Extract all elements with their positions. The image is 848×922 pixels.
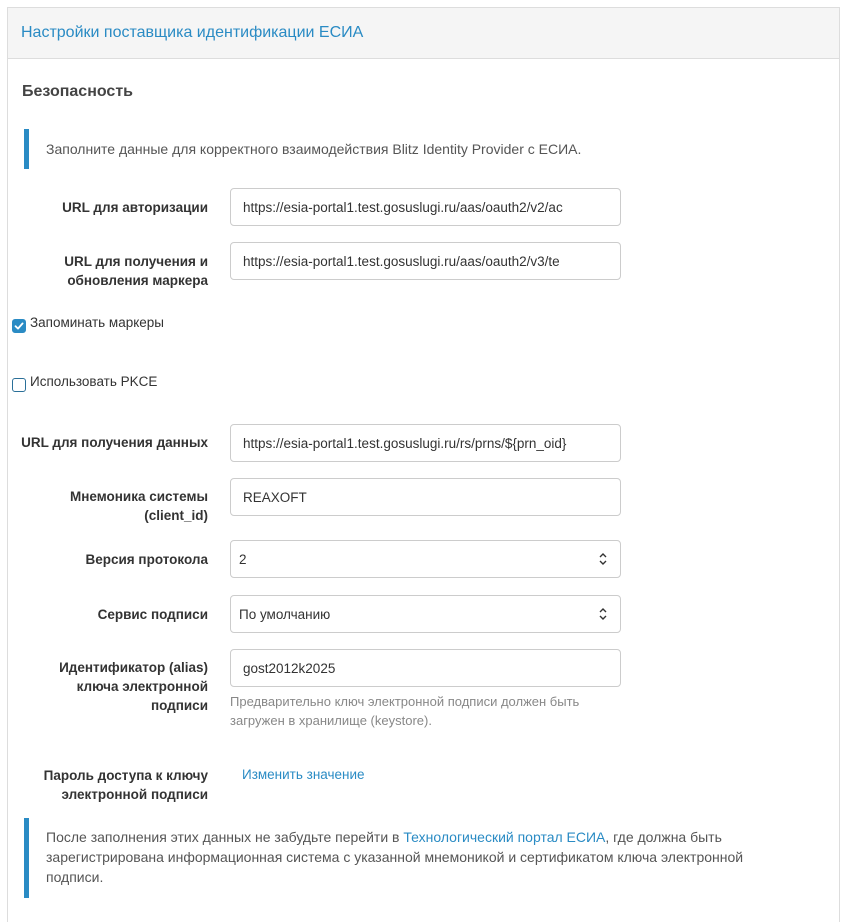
client-id-label-line2: (client_id) <box>144 508 208 523</box>
use-pkce-label: Использовать PKCE <box>30 374 158 389</box>
token-url-label-line2: обновления маркера <box>67 273 208 288</box>
remember-tokens-row[interactable] <box>12 315 165 333</box>
protocol-version-label: Версия протокола <box>85 552 208 567</box>
use-pkce-checkbox[interactable] <box>12 378 26 392</box>
intro-note-text: Заполните данные для корректного взаимодействия Blitz Identity Provider с ЕСИА. <box>46 141 582 157</box>
footer-callout <box>24 818 743 898</box>
key-password-label <box>8 766 208 804</box>
intro-callout <box>24 129 581 169</box>
protocol-version-select[interactable] <box>230 540 621 578</box>
token-url-label-line1: URL для получения и <box>64 254 208 269</box>
check-icon <box>14 321 24 331</box>
remember-tokens-checkbox[interactable] <box>12 319 26 333</box>
section-title: Безопасность <box>22 83 133 100</box>
client-id-label <box>8 487 208 525</box>
select-arrows-icon <box>598 551 608 567</box>
use-pkce-row[interactable] <box>12 374 158 392</box>
key-alias-help <box>230 692 630 730</box>
panel-header <box>8 8 839 59</box>
key-alias-help-line2: загружен в хранилище (keystore). <box>230 713 432 728</box>
remember-tokens-label: Запоминать маркеры <box>30 315 165 330</box>
key-alias-input[interactable]: gost2012k2025 <box>230 649 621 687</box>
change-password-link[interactable]: Изменить значение <box>242 767 365 782</box>
key-alias-help-line1: Предварительно ключ электронной подписи должен быть <box>230 694 580 709</box>
data-url-label: URL для получения данных <box>21 435 208 450</box>
token-url-input[interactable]: https://esia-portal1.test.gosuslugi.ru/aas/oauth2/v3/te <box>230 242 621 280</box>
client-id-input[interactable]: REAXOFT <box>230 478 621 516</box>
key-alias-label-line1: Идентификатор (alias) <box>59 660 208 675</box>
data-url-input[interactable]: https://esia-portal1.test.gosuslugi.ru/rs/prns/${prn_oid} <box>230 424 621 462</box>
key-alias-label-line3: подписи <box>150 698 208 713</box>
sign-service-label: Сервис подписи <box>97 607 208 622</box>
protocol-version-value: 2 <box>239 551 247 567</box>
esia-portal-link[interactable]: Технологический портал ЕСИА <box>403 829 606 845</box>
select-arrows-icon <box>598 606 608 622</box>
key-alias-label <box>8 658 208 715</box>
client-id-label-line1: Мнемоника системы <box>69 489 208 504</box>
footer-note-part1: После заполнения этих данных не забудьте перейти в <box>46 829 404 845</box>
key-password-label-line2: электронной подписи <box>61 787 208 802</box>
panel-title: Настройки поставщика идентификации ЕСИА <box>21 24 364 41</box>
token-url-label <box>8 252 208 290</box>
sign-service-value: По умолчанию <box>239 606 331 622</box>
sign-service-select[interactable] <box>230 595 621 633</box>
footer-note-line3: подписи. <box>46 869 104 885</box>
footer-note-part2: , где должна быть <box>605 829 722 845</box>
key-alias-label-line2: ключа электронной <box>76 679 208 694</box>
footer-note-line2: зарегистрирована информационная система с указанной мнемоникой и сертификатом ключа электронной <box>46 849 744 865</box>
auth-url-label: URL для авторизации <box>62 200 208 215</box>
auth-url-input[interactable]: https://esia-portal1.test.gosuslugi.ru/aas/oauth2/v2/ac <box>230 188 621 226</box>
key-password-label-line1: Пароль доступа к ключу <box>43 768 208 783</box>
